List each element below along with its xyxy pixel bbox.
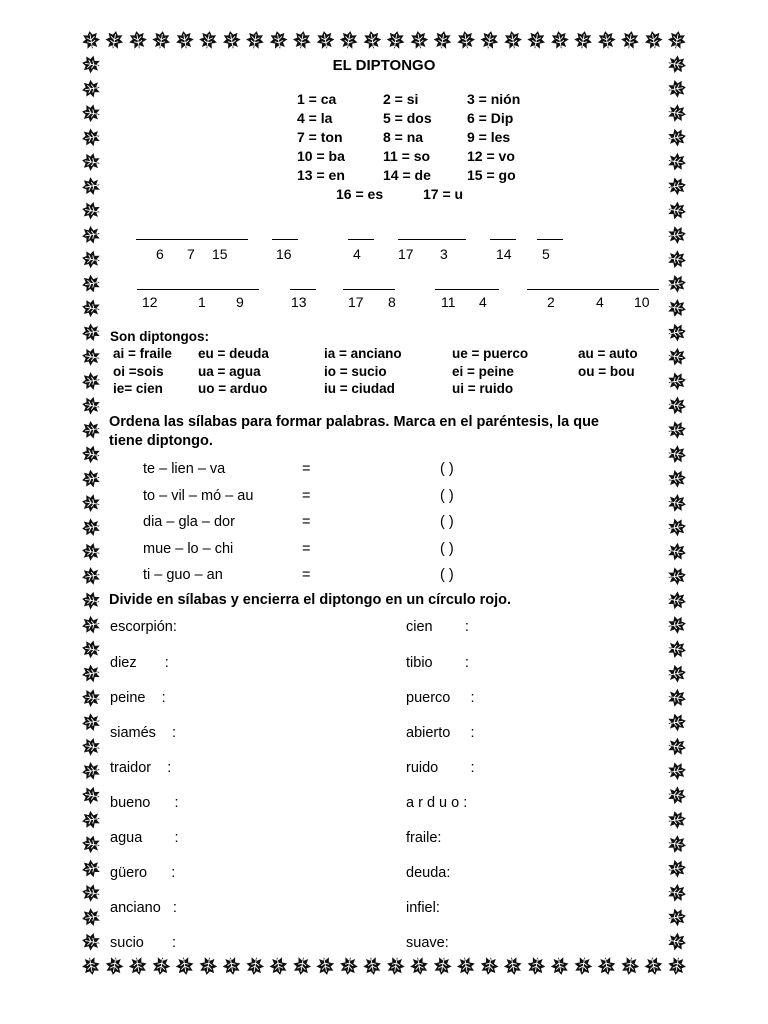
- diphthong-item: ia = anciano: [324, 346, 402, 361]
- puzzle-number: 11: [441, 294, 456, 310]
- diphthongs-heading: Son diptongos:: [110, 329, 209, 344]
- code-item: 17 = u: [423, 186, 464, 202]
- diphthong-item: au = auto: [578, 346, 638, 361]
- code-item: 10 = ba: [297, 148, 345, 164]
- word-right: a r d u o :: [406, 795, 468, 811]
- answer-parenthesis: ( ): [440, 488, 454, 504]
- puzzle-number: 8: [388, 294, 396, 310]
- puzzle-number: 14: [496, 246, 512, 262]
- puzzle-number: 7: [187, 246, 195, 262]
- diphthong-item: io = sucio: [324, 364, 387, 379]
- puzzle-number: 9: [236, 294, 244, 310]
- answer-parenthesis: ( ): [440, 461, 454, 477]
- word-left: siamés :: [110, 725, 177, 741]
- syllable-row: mue – lo – chi: [143, 541, 234, 557]
- word-right: suave:: [406, 935, 449, 951]
- answer-parenthesis: ( ): [440, 541, 454, 557]
- word-left: güero :: [110, 865, 176, 881]
- word-right: tibio :: [406, 655, 469, 671]
- diphthong-item: ie= cien: [113, 381, 163, 396]
- equals-sign: =: [302, 488, 311, 504]
- puzzle-number: 4: [479, 294, 487, 310]
- word-right: ruido :: [406, 760, 475, 776]
- equals-sign: =: [302, 514, 311, 530]
- diphthong-item: ue = puerco: [452, 346, 529, 361]
- word-left: agua :: [110, 830, 179, 846]
- diphthong-item: ai = fraile: [113, 346, 172, 361]
- word-left: diez :: [110, 655, 169, 671]
- puzzle-number: 17: [398, 246, 414, 262]
- exercise1-instruction-line2: tiene diptongo.: [109, 433, 213, 449]
- puzzle-number: 17: [348, 294, 364, 310]
- equals-sign: =: [302, 541, 311, 557]
- puzzle-number: 12: [142, 294, 158, 310]
- code-item: 7 = ton: [297, 129, 343, 145]
- code-item: 5 = dos: [383, 110, 432, 126]
- puzzle-number: 4: [596, 294, 604, 310]
- code-item: 2 = si: [383, 91, 419, 107]
- code-item: 16 = es: [336, 186, 384, 202]
- code-item: 9 = les: [467, 129, 511, 145]
- word-left: anciano :: [110, 900, 177, 916]
- diphthong-item: uo = arduo: [198, 381, 268, 396]
- puzzle-number: 2: [547, 294, 555, 310]
- word-right: deuda:: [406, 865, 451, 881]
- code-item: 12 = vo: [467, 148, 515, 164]
- code-item: 13 = en: [297, 167, 345, 183]
- diphthong-item: ui = ruido: [452, 381, 514, 396]
- code-item: 1 = ca: [297, 91, 337, 107]
- exercise1-instruction-line1: Ordena las sílabas para formar palabras. Marca en el paréntesis, la que: [109, 414, 599, 430]
- puzzle-number: 3: [440, 246, 448, 262]
- equals-sign: =: [302, 567, 311, 583]
- answer-parenthesis: ( ): [440, 514, 454, 530]
- puzzle-number: 4: [353, 246, 361, 262]
- code-item: 11 = so: [383, 148, 431, 164]
- puzzle-number: 13: [291, 294, 307, 310]
- puzzle-number: 16: [276, 246, 292, 262]
- word-right: infiel:: [406, 900, 440, 916]
- word-right: fraile:: [406, 830, 442, 846]
- syllable-row: ti – guo – an: [143, 567, 223, 583]
- puzzle-number: 10: [634, 294, 650, 310]
- puzzle-number: 6: [156, 246, 164, 262]
- exercise1-instruction: [109, 413, 599, 451]
- code-item: 3 = nión: [467, 91, 521, 107]
- word-left: escorpión:: [110, 619, 177, 635]
- syllable-row: te – lien – va: [143, 461, 226, 477]
- code-item: 15 = go: [467, 167, 516, 183]
- syllable-row: to – vil – mó – au: [143, 488, 254, 504]
- diphthong-item: oi =sois: [113, 364, 164, 379]
- code-item: 6 = Dip: [467, 110, 514, 126]
- word-right: cien :: [406, 619, 469, 635]
- puzzle-number: 5: [542, 246, 550, 262]
- diphthong-item: ou = bou: [578, 364, 635, 379]
- word-right: puerco :: [406, 690, 475, 706]
- word-left: peine :: [110, 690, 166, 706]
- word-left: bueno :: [110, 795, 179, 811]
- diphthong-item: ua = agua: [198, 364, 261, 379]
- puzzle-number: 1: [198, 294, 206, 310]
- exercise2-instruction: Divide en sílabas y encierra el diptongo en un círculo rojo.: [109, 592, 512, 608]
- answer-parenthesis: ( ): [440, 567, 454, 583]
- word-left: sucio :: [110, 935, 177, 951]
- diphthong-item: ei = peine: [452, 364, 514, 379]
- code-item: 14 = de: [383, 167, 431, 183]
- page-title: EL DIPTONGO: [332, 57, 436, 74]
- word-left: traidor :: [110, 760, 172, 776]
- diphthong-item: eu = deuda: [198, 346, 269, 361]
- code-item: 8 = na: [383, 129, 424, 145]
- code-item: 4 = la: [297, 110, 333, 126]
- word-right: abierto :: [406, 725, 475, 741]
- diphthong-item: iu = ciudad: [324, 381, 395, 396]
- syllable-row: dia – gla – dor: [143, 514, 235, 530]
- equals-sign: =: [302, 461, 311, 477]
- puzzle-number: 15: [212, 246, 228, 262]
